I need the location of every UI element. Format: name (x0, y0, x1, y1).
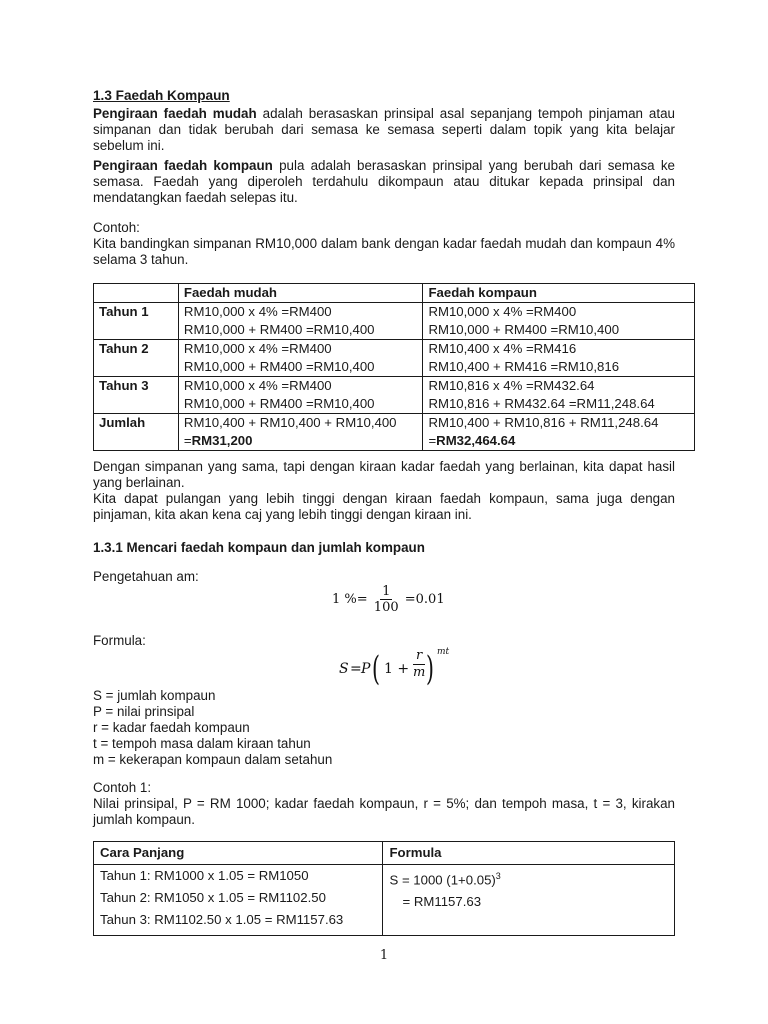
paragraph-faedah-mudah (93, 106, 675, 154)
row-label: Tahun 3 (94, 377, 179, 414)
table-row (94, 303, 695, 340)
total-mudah: RM31,200 (191, 433, 253, 448)
equals-sign: = (428, 433, 437, 448)
cell-line: RM10,000 x 4% =RM400 (428, 304, 577, 319)
cell-line: RM10,816 + RM432.64 =RM11,248.64 (428, 396, 655, 411)
table-cell (178, 303, 423, 340)
table-cell (178, 414, 423, 451)
cell-line: RM10,816 x 4% =RM432.64 (428, 378, 595, 393)
contoh1-label: Contoh 1: (93, 780, 152, 795)
cell-line: RM10,000 + RM400 =RM10,400 (183, 396, 375, 411)
cell-line (428, 432, 689, 450)
contoh1-text: Nilai prinsipal, P = RM 1000; kadar faedah kompaun, r = 5%; dan tempoh masa, t = 3, kirakan jumlah kompaun. (93, 796, 675, 827)
after-table-paragraph-1: Dengan simpanan yang sama, tapi dengan kiraan kadar faedah yang berlainan, kita dapat hasil yang berlainan. (93, 459, 675, 490)
definition-s: S = jumlah kompaun (93, 688, 216, 703)
table-header-row (94, 842, 675, 865)
formula-equals: = (350, 661, 362, 677)
cell-line: RM10,000 + RM400 =RM10,400 (183, 322, 375, 337)
table-header: Faedah mudah (178, 284, 423, 303)
comparison-table (93, 283, 695, 451)
row-label: Jumlah (94, 414, 179, 451)
equals-sign: = (183, 433, 192, 448)
table-header-row (94, 284, 695, 303)
fraction-denominator: 100 (373, 600, 399, 615)
formula-p: P (361, 661, 371, 677)
table-header: Faedah kompaun (423, 284, 695, 303)
table-row (94, 377, 695, 414)
formula-one-plus: 1 + (384, 661, 410, 677)
after-table-paragraph-2: Kita dapat pulangan yang lebih tinggi dengan kiraan faedah kompaun, sama juga dengan pinjaman, kita akan kena caj yang lebih tinggi dengan kiraan ini. (93, 491, 675, 522)
fraction-numerator: 1 (382, 584, 391, 599)
section-title: 1.3 Faedah Kompaun (93, 88, 230, 103)
formula-label: Formula: (93, 633, 146, 648)
cell-line: RM10,400 + RM10,816 + RM11,248.64 (428, 415, 659, 430)
cara-panjang-cell (94, 865, 383, 936)
definitions-list (93, 688, 675, 768)
eq-left: 1 %= (332, 592, 368, 607)
page-number: 1 (379, 948, 389, 963)
formula-r: r (413, 648, 425, 665)
formula-cell (383, 865, 675, 936)
cell-line: RM10,000 + RM400 =RM10,400 (183, 359, 375, 374)
paragraph-text: adalah berasaskan prinsipal asal sepanjang tempoh pinjaman atau simpanan dan tidak berubah dari semasa ke semasa seperti dalam topik yang kita belajar sebelum ini. (93, 106, 675, 153)
contoh-label: Contoh: (93, 220, 140, 235)
formula-expression: S = 1000 (1+0.05) (389, 872, 496, 888)
cell-line: RM10,000 x 4% =RM400 (183, 378, 332, 393)
formula-result: = RM1157.63 (402, 894, 482, 910)
fraction (372, 584, 401, 615)
eq-right: =0.01 (404, 592, 445, 607)
table-header: Formula (383, 842, 675, 865)
table-row (94, 865, 675, 936)
formula-s: S (339, 661, 349, 677)
table-cell (178, 340, 423, 377)
cell-line: RM10,000 x 4% =RM400 (183, 304, 332, 319)
cell-line: Tahun 1: RM1000 x 1.05 = RM1050 (100, 868, 309, 883)
cell-line: Tahun 3: RM1102.50 x 1.05 = RM1157.63 (100, 912, 344, 927)
table-cell (423, 414, 695, 451)
definition-r: r = kadar faedah kompaun (93, 720, 250, 735)
term-faedah-kompaun: Pengiraan faedah kompaun (93, 158, 273, 173)
table-cell (423, 340, 695, 377)
formula-exponent: 3 (495, 871, 501, 881)
row-label: Tahun 2 (94, 340, 179, 377)
table-row (94, 340, 695, 377)
definition-p: P = nilai prinsipal (93, 704, 195, 719)
paragraph-faedah-kompaun (93, 158, 675, 206)
table-header: Cara Panjang (94, 842, 383, 865)
total-kompaun: RM32,464.64 (436, 433, 516, 448)
cell-line (184, 432, 418, 450)
table-header (94, 284, 179, 303)
subsection-title: 1.3.1 Mencari faedah kompaun dan jumlah kompaun (93, 540, 425, 555)
cell-line: RM10,000 x 4% =RM400 (183, 341, 332, 356)
right-paren: ) (426, 649, 434, 689)
table-cell (423, 303, 695, 340)
cell-line: Tahun 2: RM1050 x 1.05 = RM1102.50 (100, 890, 326, 905)
paragraph-text: pula adalah berasaskan prinsipal yang berubah dari semasa ke semasa. Faedah yang diperoleh terdahulu dikompaun atau ditukar kepada prinsipal dan mendatangkan faedah selepas itu. (93, 158, 675, 205)
cell-line: RM10,400 + RM416 =RM10,816 (428, 359, 620, 374)
row-label: Tahun 1 (94, 303, 179, 340)
table-cell (178, 377, 423, 414)
left-paren: ( (372, 649, 380, 689)
formula-exponent: mt (437, 647, 450, 657)
solution-table (93, 841, 675, 936)
cell-line (389, 865, 669, 891)
contoh-text: Kita bandingkan simpanan RM10,000 dalam bank dengan kadar faedah mudah dan kompaun 4% selama 3 tahun. (93, 236, 675, 267)
table-row-jumlah (94, 414, 695, 451)
definition-m: m = kekerapan kompaun dalam setahun (93, 752, 333, 767)
cell-line: RM10,000 + RM400 =RM10,400 (428, 322, 620, 337)
percent-equation (332, 584, 445, 615)
table-cell (423, 377, 695, 414)
definition-t: t = tempoh masa dalam kiraan tahun (93, 736, 311, 751)
pengetahuan-label: Pengetahuan am: (93, 569, 199, 584)
term-faedah-mudah: Pengiraan faedah mudah (93, 106, 257, 121)
formula-m: m (413, 665, 426, 680)
cell-line: RM10,400 x 4% =RM416 (428, 341, 577, 356)
cell-line: RM10,400 + RM10,400 + RM10,400 (183, 415, 397, 430)
